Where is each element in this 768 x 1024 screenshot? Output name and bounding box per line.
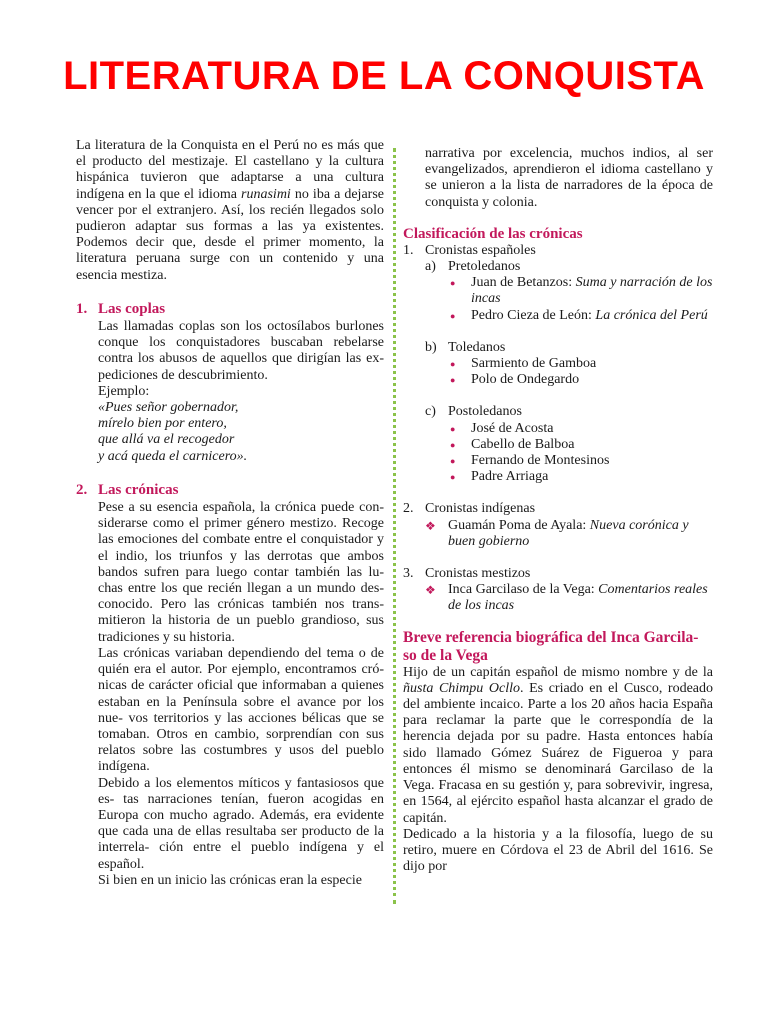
bio-paragraph: Hijo de un capitán español de mismo nombre y de la ñusta Chimpu Ocllo. Es criado en el Cusco, rodeado del ambiente incaico. Parte a los 20 años hacia España para reclamar la parte que le correspondía de la herencia dejada por su padre. Hasta entonces había sido llamado Gómez Suárez de Figueroa y para entonces él mismo se denominará Garcilaso de la Vega. Fracasa en su gestión y, para sobrevivir, ingresa, en 1564, al ejército español hasta alcanzar el grado de capitán. xyxy=(403,664,714,826)
bio-heading: Breve referencia biográfica del Inca Garcila- so de la Vega xyxy=(403,628,699,664)
subgroup-postoledanos: c) Postoledanos xyxy=(425,404,522,420)
list-item: ● Juan de Betanzos: Suma y narración de los incas xyxy=(448,275,713,307)
example-label: Ejemplo: xyxy=(98,383,150,399)
list-item: ● Pedro Cieza de León: La crónica del Perú xyxy=(448,308,713,324)
list-item: ● Polo de Ondegardo xyxy=(448,372,713,388)
list-item: ❖ Inca Garcilaso de la Vega: Comentarios reales de los incas xyxy=(425,582,713,614)
group-cronistas-espanoles: 1. Cronistas españoles xyxy=(403,242,536,258)
list-item: ❖ Guamán Poma de Ayala: Nueva corónica y buen gobierno xyxy=(425,518,713,550)
intro-paragraph: La literatura de la Conquista en el Perú no es más que el producto del mestizaje. El castellano y la cultura hispánica tuvieron que adaptarse a una cultura indígena en la que el idioma runasimi no iba a dejarse vencer por el extranjero. Así, los recién llegados solo pudieron adaptar sus formas a las ya existentes. Podemos decir que, desde el primer momento, la literatura peruana surge con un contenido y una esencia mestiza. xyxy=(76,138,384,283)
clasificacion-heading: Clasificación de las crónicas xyxy=(403,225,583,242)
left-column xyxy=(76,138,384,889)
cronicas-paragraph: Las crónicas variaban dependiendo del tema o de quién era el autor. Por ejemplo, encontramos cró- nicas de carácter oficial que informaban a quienes estaban en la Península sobre el avance por los nue- vos territorios y las acciones bélicas que se tomaban. Otros en cambio, sorprendían con sus relatos sobre las costumbres y usos del pueblo indígena. xyxy=(98,645,384,775)
cronicas-continuation: narrativa por excelencia, muchos indios, al ser evangelizados, aprendieron el idioma castellano y se unieron a la lista de narradores de la época de conquista y colonia. xyxy=(425,146,713,210)
list-item: ● Padre Arriaga xyxy=(448,469,713,485)
list-item: ● Sarmiento de Gamboa xyxy=(448,356,713,372)
subgroup-toledanos: b) Toledanos xyxy=(425,339,506,355)
group-cronistas-indigenas: 2. Cronistas indígenas xyxy=(403,501,536,517)
group-cronistas-mestizos: 3. Cronistas mestizos xyxy=(403,566,531,582)
coplas-paragraph: Las llamadas coplas son los octosílabos burlones conque los conquistadores buscaban rebelarse contra los abusos de aquellos que dirigían las ex- pediciones de descubrimiento. xyxy=(98,319,384,383)
list-item: ● Fernando de Montesinos xyxy=(448,453,713,469)
column-divider xyxy=(393,148,396,904)
cronicas-paragraph: Pese a su esencia española, la crónica puede con- siderarse como el primer género mestizo. Recoge las emociones del combate entre el conquistador y el indio, los triunfos y las derrotas que ambos bandos sufren para luego contar también las lu- chas entre los que recién llegan a un mundo des- conocido. Pero las crónicas también nos trans- mitieron la historia de un pueblo grandioso, sus tradiciones y su historia. xyxy=(98,500,384,645)
page-title: LITERATURA DE LA CONQUISTA xyxy=(63,54,705,98)
bio-paragraph: Dedicado a la historia y a la filosofía, luego de su retiro, muere en Córdova el 23 de Abril del 1616. Se dijo por xyxy=(403,826,713,875)
section-heading-coplas: 1. Las coplas xyxy=(76,300,166,317)
list-item: ● José de Acosta xyxy=(448,421,713,437)
list-item: ● Cabello de Balboa xyxy=(448,437,713,453)
cronicas-paragraph: Si bien en un inicio las crónicas eran la especie xyxy=(98,872,362,888)
right-column xyxy=(403,146,713,875)
subgroup-pretoledanos: a) Pretoledanos xyxy=(425,259,521,275)
copla-verse: «Pues señor gobernador, mírelo bien por entero, que allá va el recogedor y acá queda el carnicero». xyxy=(98,400,248,464)
section-heading-cronicas: 2. Las crónicas xyxy=(76,481,179,498)
cronicas-paragraph: Debido a los elementos míticos y fantasiosos que es- tas narraciones tenían, fueron acogidas en Europa con mucho agrado. Además, era evidente que cada una de ellas resultaba ser producto de la interrela- ción entre el pueblo indígena y el español. xyxy=(98,775,384,872)
